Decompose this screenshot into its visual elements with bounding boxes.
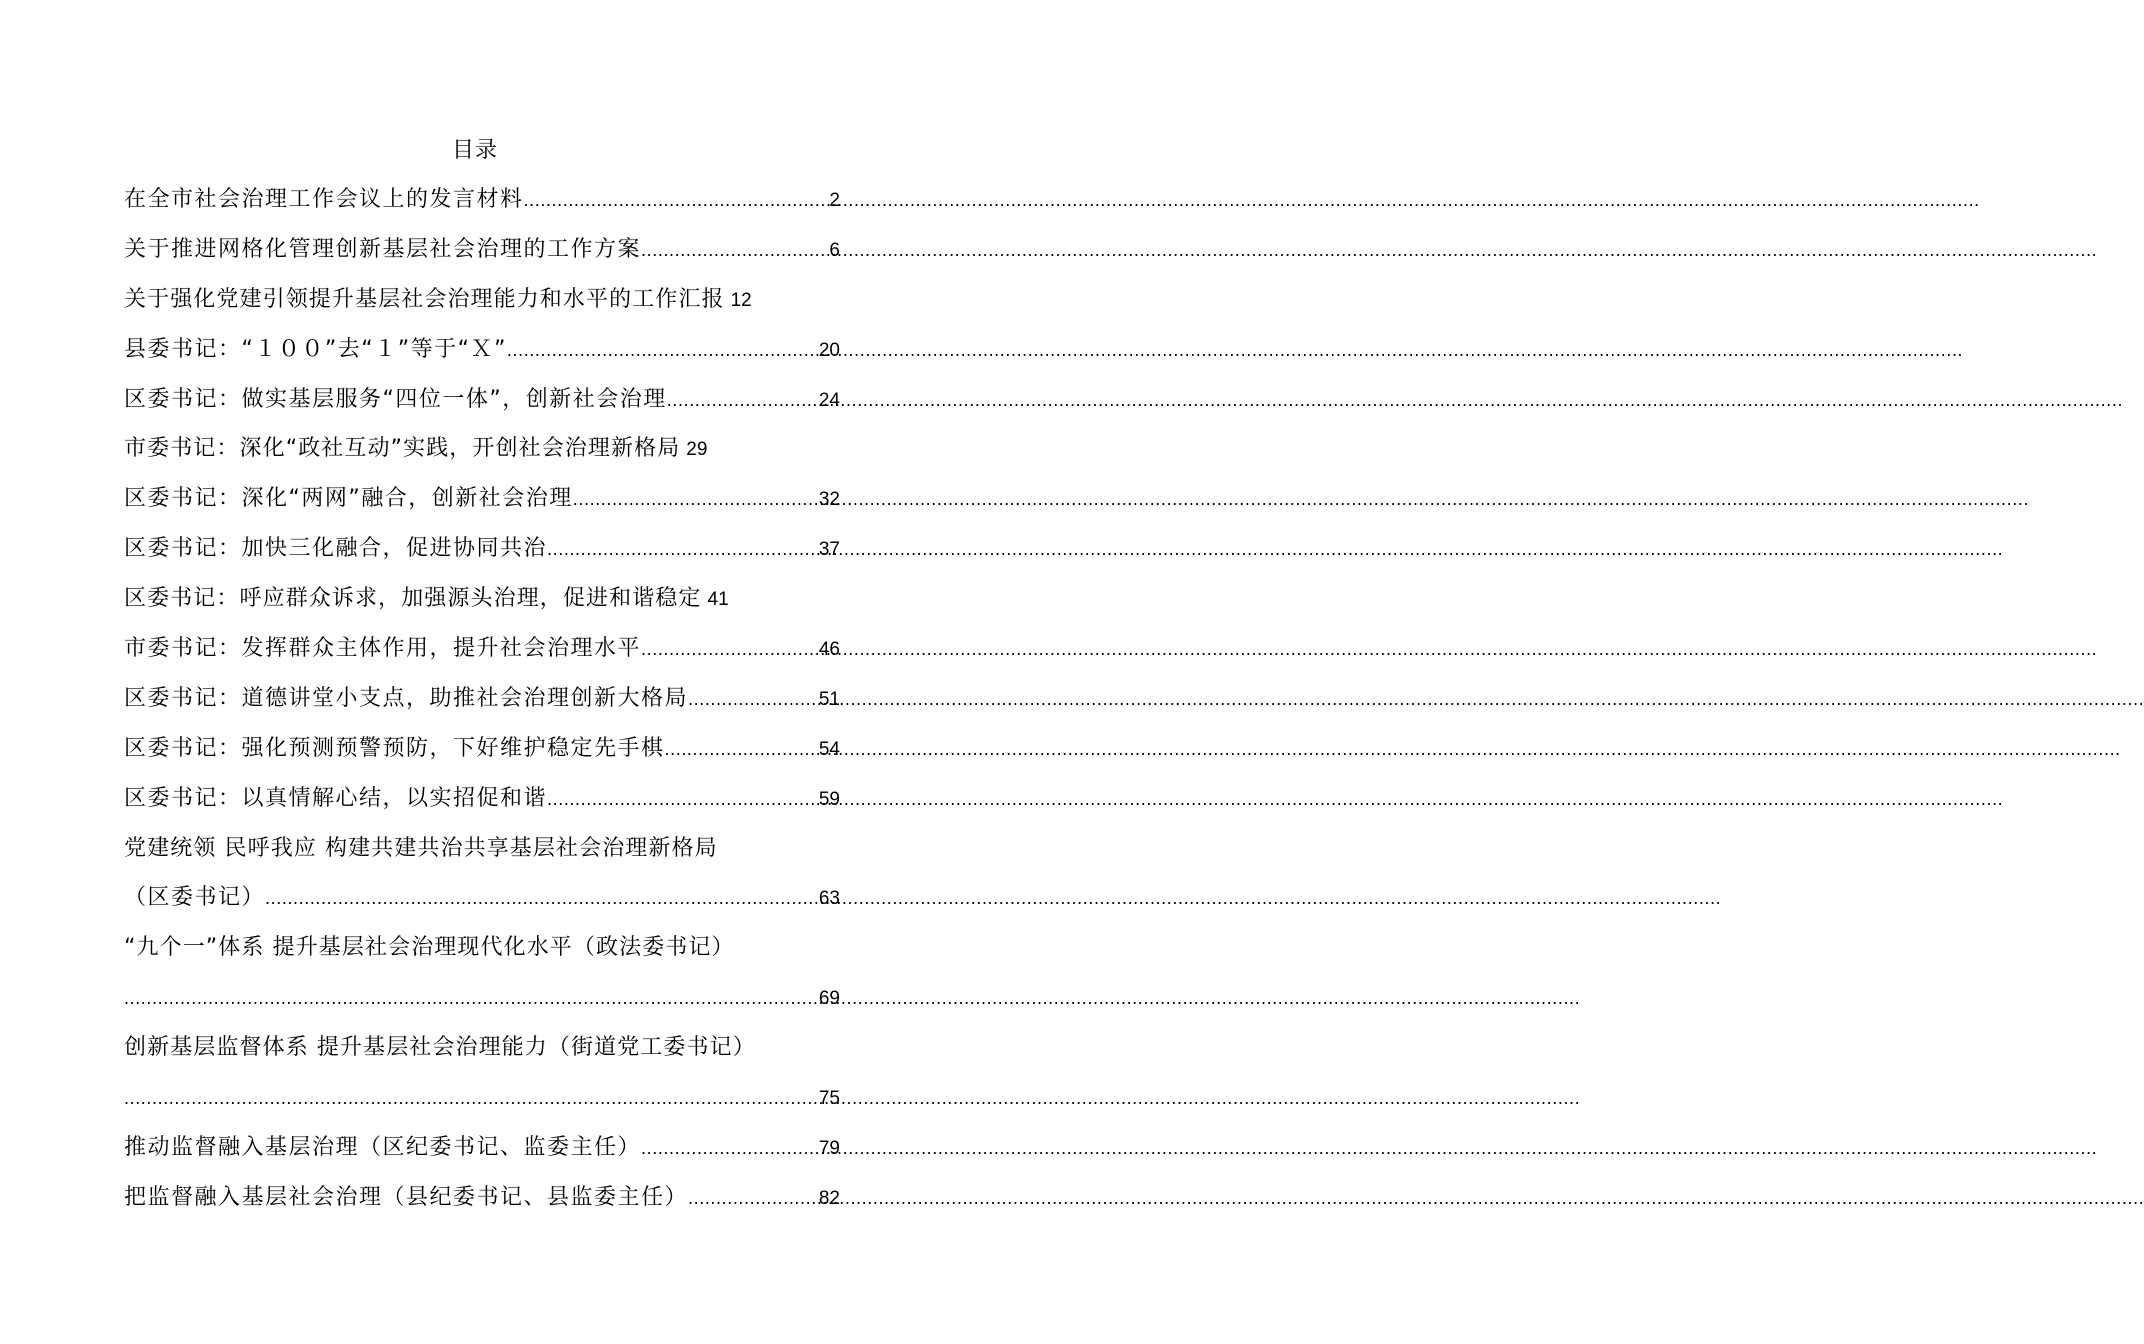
toc-entry-page: 54	[818, 738, 840, 760]
toc-entry-title: 在全市社会治理工作会议上的发言材料	[124, 187, 524, 212]
toc-entry-title: 关于推进网格化管理创新基层社会治理的工作方案	[124, 236, 642, 262]
toc-entry-8[interactable]	[124, 531, 840, 581]
toc-entry-3[interactable]	[124, 282, 840, 332]
toc-entry-title: 市委书记：发挥群众主体作用，提升社会治理水平	[124, 636, 642, 662]
document-page	[0, 0, 950, 1344]
toc-entry-page: 79	[818, 1137, 840, 1159]
toc-entry-title: 市委书记：深化“政社互动”实践，开创社会治理新格局	[124, 436, 681, 462]
toc-entry-title-line1: “九个一”体系 提升基层社会治理现代化水平（政法委书记）	[124, 935, 735, 961]
toc-entry-page: 29	[686, 439, 708, 461]
toc-entry-title: 把监督融入基层社会治理（县纪委书记、县监委主任）	[124, 1184, 689, 1210]
dot-leader	[524, 182, 828, 218]
toc-entry-18[interactable]	[124, 1180, 840, 1230]
toc-entry-6[interactable]	[124, 431, 840, 481]
toc-entry-title-line2: （区委书记）	[124, 885, 266, 911]
dot-leader	[573, 481, 817, 517]
toc-entry-2[interactable]	[124, 232, 840, 282]
toc-entry-16[interactable]	[124, 1030, 840, 1130]
toc-entry-title: 推动监督融入基层治理（区纪委书记、监委主任）	[124, 1134, 642, 1160]
toc-entry-9[interactable]	[124, 581, 840, 631]
toc-entry-page: 2	[829, 190, 840, 211]
toc-entry-page: 37	[818, 539, 840, 561]
toc-entry-title: 区委书记：深化“两网”融合，创新社会治理	[124, 486, 573, 512]
toc-entry-page: 6	[829, 239, 840, 261]
toc-entry-title: 区委书记：强化预测预警预防，下好维护稳定先手棋	[124, 735, 665, 761]
toc-entry-page: 32	[818, 489, 840, 511]
dot-leader	[507, 332, 817, 368]
toc-entry-title: 区委书记：做实基层服务“四位一体”，创新社会治理	[124, 386, 667, 412]
toc-entry-title: 区委书记：道德讲堂小支点，助推社会治理创新大格局	[124, 685, 689, 711]
toc-list	[124, 182, 840, 1230]
toc-entry-title-line1: 创新基层监督体系 提升基层社会治理能力（街道党工委书记）	[124, 1035, 756, 1061]
toc-entry-13[interactable]	[124, 781, 840, 831]
dot-leader	[124, 980, 817, 1016]
toc-entry-title: 区委书记：呼应群众诉求，加强源头治理，促进和谐稳定	[124, 586, 702, 612]
dot-leader	[667, 382, 817, 418]
toc-entry-1[interactable]	[124, 182, 840, 232]
toc-entry-15[interactable]	[124, 930, 840, 1030]
dot-leader	[124, 1080, 817, 1116]
toc-entry-14[interactable]	[124, 831, 840, 931]
dot-leader	[265, 880, 817, 916]
toc-entry-page: 24	[818, 389, 840, 411]
toc-entry-title: 县委书记：“１００”去“１”等于“Ｘ”	[124, 336, 507, 362]
toc-entry-4[interactable]	[124, 332, 840, 382]
toc-entry-5[interactable]	[124, 382, 840, 432]
dot-leader	[641, 1130, 817, 1166]
toc-entry-page: 46	[818, 639, 840, 661]
dot-leader	[641, 631, 817, 667]
toc-entry-10[interactable]	[124, 631, 840, 681]
toc-title: 目录	[451, 138, 498, 163]
toc-entry-page: 41	[707, 589, 729, 611]
toc-entry-page: 51	[818, 688, 840, 710]
toc-entry-7[interactable]	[124, 481, 840, 531]
toc-entry-title: 关于强化党建引领提升基层社会治理能力和水平的工作汇报	[124, 286, 725, 312]
toc-entry-title-line1: 党建统领 民呼我应 构建共建共治共享基层社会治理新格局	[124, 835, 718, 861]
toc-entry-page: 59	[818, 788, 840, 810]
dot-leader	[547, 531, 817, 567]
dot-leader	[688, 1180, 817, 1216]
toc-entry-17[interactable]	[124, 1130, 840, 1180]
toc-entry-page: 63	[818, 888, 840, 910]
dot-leader	[641, 232, 827, 268]
toc-entry-12[interactable]	[124, 731, 840, 781]
toc-entry-page: 69	[818, 988, 840, 1010]
toc-entry-11[interactable]	[124, 681, 840, 731]
toc-entry-page: 20	[818, 339, 840, 361]
toc-entry-title: 区委书记：加快三化融合，促进协同共治	[124, 536, 548, 562]
dot-leader	[665, 731, 817, 767]
dot-leader	[547, 781, 817, 817]
toc-entry-title: 区委书记：以真情解心结，以实招促和谐	[124, 785, 548, 811]
dot-leader	[688, 681, 817, 717]
toc-entry-page: 12	[730, 289, 752, 311]
toc-entry-page: 75	[818, 1088, 840, 1110]
toc-entry-page: 82	[818, 1187, 840, 1209]
